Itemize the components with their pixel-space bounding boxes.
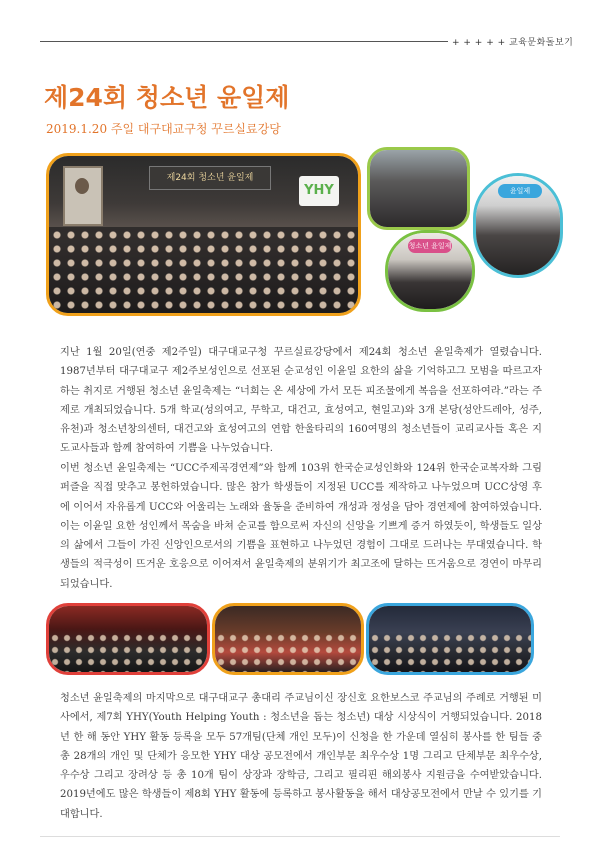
body-paragraph-1: 지난 1월 20일(연중 제2주일) 대구대교구청 꾸르실료강당에서 제24회 청소년 윤일축제가 열렸습니다. 1987년부터 대구대교구 제2주보성인으로 선포된 순교성인 이윤일 요한의 삶을 기억하고그 모범을 따르고자 하는 취지로 거행된 청소년 윤일축제는 “너희는 온 세상에 가서 모든 피조물에게 복음을 선포하여라.”라는 주제로 개최되었습니다. 5개 학교(성의여고, 무학고, 대건고, 효성여고, 현일고)와 3개 본당(성안드레아, 성주, 유천)과 청소년창의센터, 대건고와 효성여고의 연합 한울타리의 160여명의 청소년들이 교리교사들 혹은 지도교사들과 함께 참여하여 기쁨을 나누었습니다. <box>60 347 542 455</box>
group-photo-top-right <box>367 147 470 230</box>
section-header-label: + + + + + 교육문화돌보기 <box>452 38 574 48</box>
body-paragraph-2: 이번 청소년 윤일축제는 “UCC주제곡경연제”와 함께 103위 한국순교성인화와 124위 한국순교복자화 그림퍼즐을 직접 맞추고 봉헌하였습니다. 많은 참가 학생들이 지정된 UCC를 제작하고 나누었으며 UCC상영 후에 이어서 자유롭게 UCC와 어울리는 노래와 율동을 준비하여 개성과 정성을 담아 경연제에 참여하였습니다. 이는 이윤일 요한 성인께서 목숨을 바쳐 순교를 함으로써 자신의 신앙을 기쁘게 증거 하였듯이, 학생들도 일상의 삶에서 그들이 가진 신앙인으로서의 기쁨을 표현하고 나누었던 경험이 그대로 드러나는 무대였습니다. 학생들의 적극성이 뜨거운 호응으로 이어져서 윤일축제의 분위기가 최고조에 달하는 뜨거움으로 경연이 마무리 되었습니다. <box>60 463 542 590</box>
balloon-sign: 윤일제 <box>498 184 542 198</box>
performance-photo-2 <box>212 603 364 675</box>
saint-portrait-image <box>63 166 103 226</box>
performance-photo-3 <box>366 603 534 675</box>
yhy-logo: YHY <box>299 176 339 206</box>
footer-rule <box>40 836 560 837</box>
page-title: 제24회 청소년 윤일제 <box>44 83 290 112</box>
stage-banner: 제24회 청소년 윤일제 <box>149 166 271 190</box>
body-paragraph-3: 청소년 윤일축제의 마지막으로 대구대교구 총대리 주교님이신 장신호 요한보스코 주교님의 주례로 거행된 미사에서, 제7회 YHY(Youth Helping Youth : 청소년을 돕는 청소년) 대상 시상식이 거행되었습니다. 2018년 한 해 동안 YHY 활동 등록을 모두 57개팀(단체 개인 모두)이 신청을 한 가운데 열심히 봉사를 한 팀들 중 총 28개의 개인 및 단체가 응모한 YHY 대상 공모전에서 개인부문 최우수상 1명 그리고 단체부문 최우수상, 우수상 그리고 장려상 등 총 10개 팀이 상장과 장학금, 그리고 필리핀 해외봉사 지원금을 수여받았습니다. 2019년에도 많은 학생들이 제8회 YHY 활동에 등록하고 봉사활동을 해서 대상공모전에서 만날 수 있기를 기대합니다. <box>60 693 542 820</box>
header-rule <box>40 41 448 42</box>
main-event-photo <box>46 153 361 316</box>
group-photo-right-oval <box>473 173 563 278</box>
performance-photo-1 <box>46 603 210 675</box>
group-photo-oval <box>385 230 475 312</box>
crowd-of-students <box>49 227 358 313</box>
balloon-sign: 청소년 윤일제 <box>408 239 452 253</box>
page-subtitle: 2019.1.20 주일 대구대교구청 꾸르실료강당 <box>46 122 281 136</box>
